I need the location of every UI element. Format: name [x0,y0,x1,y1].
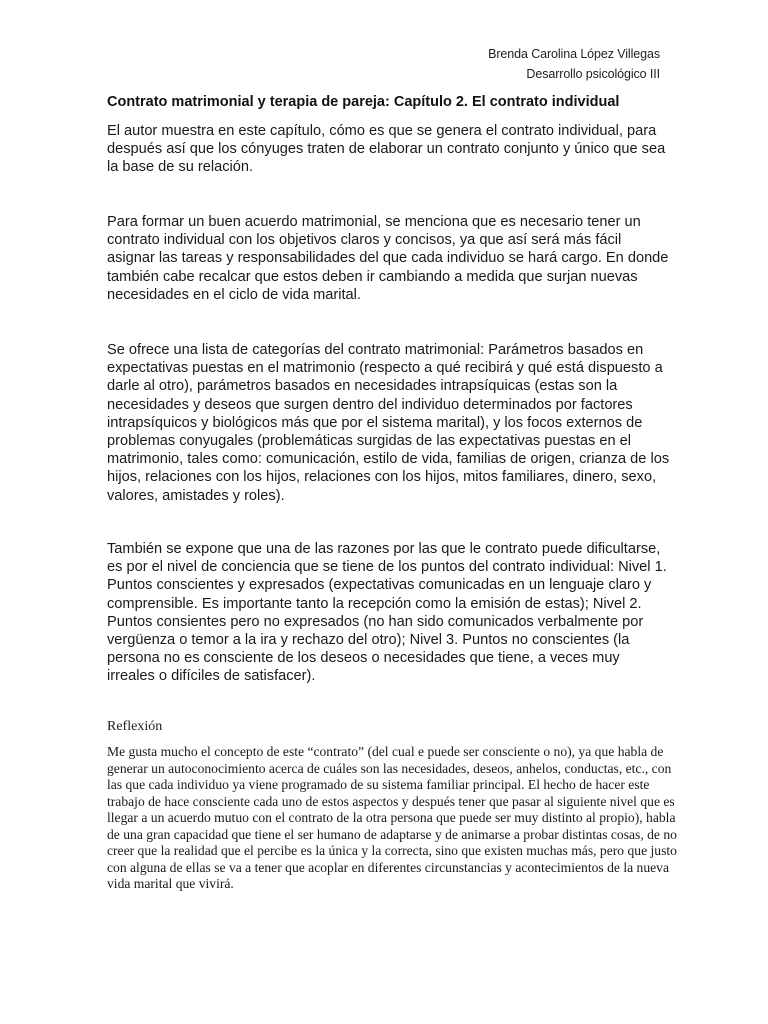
reflection-heading: Reflexión [107,719,163,734]
course-name: Desarrollo psicológico III [526,67,660,81]
paragraph: Se ofrece una lista de categorías del contrato matrimonial: Parámetros basados en expectativas puestas en el matrimonio (respecto a qué recibirá y qué está dispuesto a darle al otro), parámetros basados en necesidades intrapsíquicas (estas son la necesidades y deseos que surgen dentro del individuo determinados por factores intrapsíquicos y biológicos más que por el sistema marital), y los focos externos de problemas conyugales (problemáticas surgidas de las expectativas puestas en el matrimonio, tales como: comunicación, estilo de vida, familias de origen, crianza de los hijos, relaciones con los hijos, relaciones con los hijos, mitos familiares, dinero, sexo, valores, amistades y roles). [107,342,670,504]
paragraph: También se expone que una de las razones por las que le contrato puede dificultarse, es por el nivel de conciencia que se tiene de los puntos del contrato individual: Nivel 1. Puntos conscientes y expresados (expectativas comunicadas en un lenguaje claro y comprensible. Es importante tanto la recepción como la emisión de estas); Nivel 2. Puntos consientes pero no expresados (no han sido comunicados verbalmente por vergüenza o temor a la ira y rechazo del otro); Nivel 3. Puntos no conscientes (la persona no es consciente de los deseos o necesidades que tiene, a veces muy irreales o difíciles de satisfacer). [107,541,667,685]
document-title: Contrato matrimonial y terapia de pareja: Capítulo 2. El contrato individual [107,94,620,110]
paragraph: Para formar un buen acuerdo matrimonial, se menciona que es necesario tener un contrato individual con los objetivos claros y concisos, ya que así será más fácil asignar las tareas y responsabilidades del que cada individuo se hará cargo. En donde también cabe recalcar que estos deben ir cambiando a medida que surjan nuevas necesidades en el ciclo de vida marital. [107,214,669,303]
paragraph: El autor muestra en este capítulo, cómo es que se genera el contrato individual, para después así que los cónyuges traten de elaborar un contrato conjunto y único que sea la base de su relación. [107,123,666,176]
reflection-text: Me gusta mucho el concepto de este “contrato” (del cual e puede ser consciente o no), ya que habla de generar un autoconocimiento acerca de cuáles son las necesidades, deseos, anhelos, conductas, etc., con las que cada individuo ya viene programado de su sistema familiar principal. El hecho de hacer este trabajo de hace consciente cada uno de estos aspectos y después tener que pasar al siguiente nivel que es llegar a un acuerdo mutuo con el contrato de la otra persona que puede ser muy distinto al propio), habla de una gran capacidad que tiene el ser humano de adaptarse y de animarse a probar distintas cosas, de no creer que la realidad que el percibe es la única y la correcta, sino que existen muchas más, pero que justo con alguna de ellas se va a tener que acoplar en diferentes circunstancias y acontecimientos de la nueva vida marital que vivirá. [107,744,677,891]
page-header [488,44,660,84]
author-name: Brenda Carolina López Villegas [488,47,660,61]
